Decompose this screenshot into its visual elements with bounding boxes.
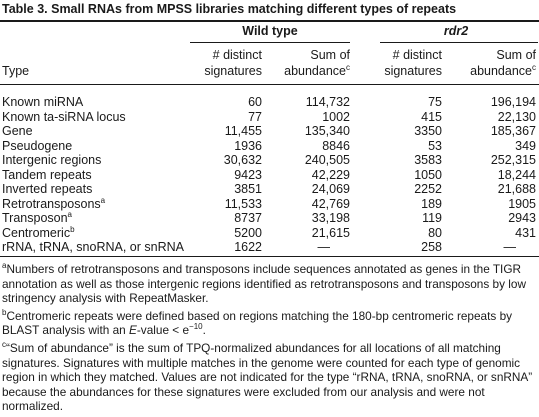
table-row-type: Centromeric$^b$: [2, 224, 75, 240]
table-cell-rdr2-distinct: 1050: [414, 167, 442, 182]
table-row-type: Gene: [2, 124, 33, 138]
table-cell-rdr2-sum: 196,194: [490, 95, 536, 109]
table-cell-wt-distinct: 11,455: [224, 124, 262, 138]
table-row-type: Transposon$^a$: [2, 210, 72, 225]
table-row-type: Known ta-siRNA locus: [2, 109, 126, 124]
table-row-type: rRNA, tRNA, snoRNA, or snRNA: [2, 240, 184, 254]
table-cell-wt-distinct: 1936: [234, 138, 262, 153]
table-cell-wt-sum: —: [317, 240, 330, 254]
table-cell-rdr2-sum: 21,688: [497, 182, 536, 196]
table-cell-wt-sum: 114,732: [305, 95, 350, 109]
table-cell-wt-distinct: 3851: [234, 182, 262, 196]
table-cell-wt-sum: 240,505: [304, 153, 350, 167]
table-row-type: Retrotransposons$^a$: [2, 195, 106, 211]
footnote-b: $^b$Centromeric repeats were defined based on regions matching the 180-bp centromeric repeats by BLAST analysis with an E-value < $e^{-10}$.: [2, 307, 513, 338]
table-cell-rdr2-distinct: 53: [428, 138, 442, 153]
table-cell-wt-distinct: 1622: [234, 240, 262, 254]
table-cell-rdr2-distinct: 3583: [414, 153, 442, 167]
table-row-type: Inverted repeats: [2, 182, 93, 196]
table-cell-wt-sum: 24,069: [311, 182, 350, 196]
table-row-type: Intergenic regions: [2, 153, 102, 167]
column-header-rdr2-sum-line1: Sum of: [496, 48, 536, 62]
group-header-rdr2: rdr2: [443, 24, 469, 38]
table-cell-wt-distinct: 77: [248, 109, 262, 124]
table-cell-rdr2-distinct: 415: [421, 109, 442, 124]
table-cell-wt-distinct: 9423: [234, 167, 262, 182]
top-rule: [0, 20, 539, 22]
table-cell-wt-sum: 21,615: [311, 225, 350, 240]
table-cell-wt-sum: 135,340: [304, 124, 350, 138]
table-footnotes: [2, 262, 538, 417]
table-cell-rdr2-sum: 252,315: [490, 153, 536, 167]
table-row-type: Pseudogene: [2, 138, 73, 153]
column-header-wt-distinct-line2: signatures: [204, 64, 262, 78]
column-header-wt-sum-line2: abundance$^c$: [284, 63, 350, 78]
table-cell-rdr2-sum: —: [503, 240, 516, 254]
table-cell-rdr2-distinct: 80: [428, 225, 442, 240]
table-cell-rdr2-sum: 1905: [508, 196, 536, 211]
caption-title: Small RNAs from MPSS libraries matching different types of repeats: [51, 2, 457, 16]
table-cell-wt-distinct: 5200: [234, 225, 262, 240]
table-cell-rdr2-distinct: 2252: [414, 182, 442, 196]
footnote-c: $^c$“Sum of abundance” is the sum of TPQ-normalized abundances for all locations of all matching signatures. Signatures with multiple matches in the genome were counted for each type of genomic region in which they matched. Values are not indicated for the type “rRNA, tRNA, snoRNA, or snRNA” because the abundances for these signatures were excluded from our analysis and were not normalized.: [2, 339, 533, 414]
column-header-rdr2-distinct-line1: # distinct: [392, 48, 442, 62]
table-cell-rdr2-distinct: 258: [421, 240, 442, 254]
table-cell-wt-sum: 1002: [322, 109, 350, 124]
table-cell-rdr2-distinct: 119: [422, 211, 442, 225]
table-cell-rdr2-sum: 185,367: [490, 124, 536, 138]
table-cell-rdr2-sum: 22,130: [497, 109, 536, 124]
group-rule-wild-type: [190, 42, 350, 43]
table-cell-wt-sum: 42,769: [311, 196, 350, 211]
table-caption: [2, 1, 456, 17]
table-cell-rdr2-sum: 2943: [508, 211, 536, 225]
table-cell-wt-sum: 8846: [322, 138, 350, 153]
table-cell-wt-sum: 33,198: [311, 211, 350, 225]
bottom-rule: [0, 256, 539, 257]
table-cell-rdr2-distinct: 3350: [414, 124, 442, 138]
column-header-wt-sum-line1: Sum of: [310, 48, 350, 62]
table-row-type: Known miRNA: [2, 95, 84, 109]
column-header-rdr2-sum-line2: abundance$^c$: [470, 63, 536, 78]
table-cell-rdr2-distinct: 189: [421, 196, 442, 211]
table-cell-rdr2-sum: 18,244: [497, 167, 536, 182]
table-cell-rdr2-sum: 431: [515, 225, 536, 240]
table-cell-rdr2-sum: 349: [515, 138, 536, 153]
group-header-wild-type: Wild type: [242, 24, 298, 38]
table-cell-wt-distinct: 8737: [234, 211, 262, 225]
column-header-type: Type: [2, 64, 30, 78]
caption-label: Table 3.: [2, 2, 48, 16]
header-rule: [0, 84, 539, 85]
table-row-type: Tandem repeats: [2, 167, 92, 182]
table-cell-rdr2-distinct: 75: [428, 95, 442, 109]
column-header-wt-distinct-line1: # distinct: [212, 48, 262, 62]
column-header-rdr2-distinct-line2: signatures: [384, 64, 442, 78]
table-cell-wt-distinct: 60: [248, 95, 262, 109]
table-cell-wt-sum: 42,229: [311, 167, 350, 182]
group-rule-rdr2: [380, 42, 538, 43]
table-cell-wt-distinct: 11,533: [224, 196, 262, 211]
footnote-a: $^a$Numbers of retrotransposons and transposons include sequences annotated as genes in the TIGR annotation as well as those intergenic regions identified as retrotransposons and transposons by low stringency analysis with RepeatMasker.: [2, 261, 526, 306]
table-cell-wt-distinct: 30,632: [223, 153, 262, 167]
